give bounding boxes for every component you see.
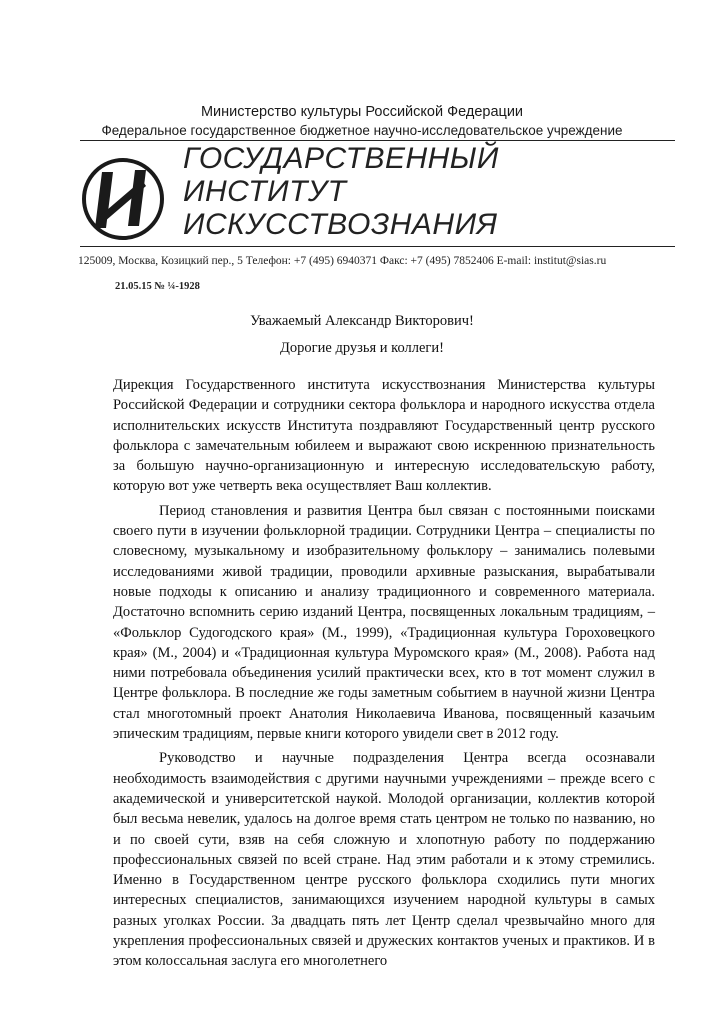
letter-body: [113, 375, 655, 976]
institute-name-line3: ИСКУССТВОЗНАНИЯ: [183, 208, 498, 241]
greeting-line-2: Дорогие друзья и коллеги!: [280, 340, 444, 356]
body-paragraph-1: Дирекция Государственного института искусствознания Министерства культуры Российской Федерации и сотрудники сектора фольклора и народного искусства отдела исполнительских искусств Института поздравляют Государственный центр русского фольклора с замечательным юбилеем и выражают свою искреннюю признательность за большую научно-организационную и интересную исследовательскую работу, которую вот уже четверть века осуществляет Ваш коллектив.: [113, 377, 655, 495]
header-divider-top: [80, 140, 675, 141]
institute-name: [183, 142, 499, 241]
org-type-header: Федеральное государственное бюджетное научно-исследовательское учреждение: [101, 123, 623, 138]
institute-name-line2: ИНСТИТУТ: [183, 175, 347, 208]
contact-line: 125009, Москва, Козицкий пер., 5 Телефон: +7 (495) 6940371 Факс: +7 (495) 7852406 E-mail: institut@sias.ru: [78, 255, 607, 267]
ministry-header: Министерство культуры Российской Федерации: [200, 104, 524, 120]
institute-logo-icon: [80, 156, 166, 242]
institute-name-line1: ГОСУДАРСТВЕННЫЙ: [183, 142, 499, 175]
greeting-line-1: Уважаемый Александр Викторович!: [250, 313, 474, 329]
reference-number: 21.05.15 № ¼-1928: [115, 281, 200, 292]
body-paragraph-3: Руководство и научные подразделения Центра всегда осознавали необходимость взаимодействия с другими научными учреждениями – прежде всего с академической и университетской наукой. Молодой организации, коллектив которой был весьма невелик, удалось на долгое время стать центром не только по названию, но и по своей сути, взяв на себя сложную и хлопотную работу по поддержанию профессиональных связей по всей стране. Над этим работали и к этому стремились. Именно в Государственном центре русского фольклора сходились пути многих интересных специалистов, занимающихся изучением народной культуры в самых разных уголках России. За двадцать пять лет Центр сделал чрезвычайно много для укрепления профессиональных связей и дружеских контактов ученых и практиков. И в этом колоссальная заслуга его многолетнего: [113, 750, 655, 970]
header-divider-bottom: [80, 246, 675, 247]
body-paragraph-2: Период становления и развития Центра был связан с постоянными поисками своего пути в изучении фольклорной традиции. Сотрудники Центра – специалисты по словесному, музыкальному и изобразительному фольклору – занимались полевыми исследованиями живой традиции, проводили архивные разыскания, вырабатывали новые подходы к описанию и анализу традиционного и современного материала. Достаточно вспомнить серию изданий Центра, посвященных локальным традициям, – «Фольклор Судогодского края» (М., 1999), «Традиционная культура Гороховецкого края» (М., 2004) и «Традиционная культура Муромского края» (М., 2008). Работа над ними потребовала объединения усилий практически всех, кто в тот момент служил в Центре фольклора. В последние же годы заметным событием в научной жизни Центра стал многотомный проект Анатолия Николаевича Иванова, посвященный казачьим эпическим традициям, первые книги которого увидели свет в 2012 году.: [113, 502, 655, 743]
